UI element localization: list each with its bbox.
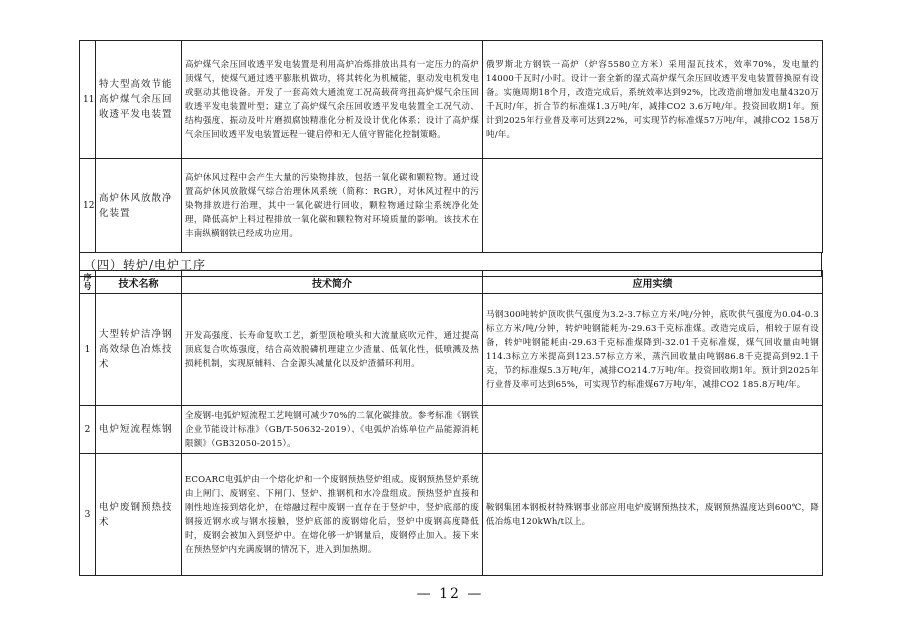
row-number: 1 [80, 294, 96, 406]
technology-table-bottom [79, 270, 823, 576]
application-cases: 马钢300吨转炉顶吹供气强度为3.2-3.7标立方米/吨/分钟，底吹供气强度为0.04-0.3标立方米/吨/分钟，转炉吨钢能耗为-29.63千克标准煤。改造完成后，相较于原有设备，转炉吨钢能耗由-29.63千克标准煤降到-32.01千克标准煤，煤气回收量由吨钢114.3标立方米提高到123.57标立方米，蒸汽回收量由吨钢86.8千克提高到92.1千克，节约标准煤5.3万吨/年，减排CO214.7万吨/年。投资回收期1年。预计到2025年行业普及率可达到65%，可实现节约标准煤67万吨/年，减排CO2 185.8万吨/年。 [483, 294, 823, 406]
application-cases [483, 159, 823, 253]
technology-name: 特大型高效节能高炉煤气余压回收透平发电装置 [96, 41, 182, 159]
technology-name: 电炉废钢预热技术 [96, 454, 182, 576]
application-cases [483, 406, 823, 454]
table-row [80, 159, 823, 253]
header-intro: 技术简介 [182, 271, 483, 294]
technology-name: 高炉休风放散净化装置 [96, 159, 182, 253]
technology-intro: ECOARC电弧炉由一个熔化炉和一个废钢预热竖炉组成。废钢预热竖炉系统由上闸门、废钢室、下闸门、竖炉、推钢机和水冷盘组成。预热竖炉直接和刚性地连接到熔化炉，在熔融过程中废钢一直存在于竖炉中，竖炉底部的废钢接近钢水或与钢水接触，竖炉底部的废钢熔化后，竖炉中废钢高度降低时，废钢会被加入到竖炉中。在熔化够一炉钢量后，废钢停止加入。接下来在预热竖炉内充满废钢的情况下，进入到加热期。 [182, 454, 483, 576]
technology-table-top [79, 40, 823, 253]
application-cases: 俄罗斯北方钢铁一高炉（炉容5580立方米）采用湿瓦技术，效率70%，发电量约14000千瓦时/小时。设计一套全新的湿式高炉煤气余压回收透平发电装置替换原有设备。实施周期18个月，改造完成后，系统效率达到92%，比改造前增加发电量4320万千瓦时/年，折合节约标准煤1.3万吨/年，减排CO2 3.6万吨/年。投资回收期1年。预计到2025年行业普及率可达到22%，可实现节约标准煤57万吨/年，减排CO2 158万吨/年。 [483, 41, 823, 159]
header-name: 技术名称 [96, 271, 182, 294]
technology-intro: 全废钢-电弧炉短流程工艺吨钢可减少70%的二氧化碳排放。参考标准《钢铁企业节能设计标准》（GB/T-50632-2019）、《电弧炉冶炼单位产品能源消耗限额》（GB32050-2015）。 [182, 406, 483, 454]
table-row [80, 406, 823, 454]
header-no: 序号 [80, 271, 96, 294]
row-number: 3 [80, 454, 96, 576]
section-title: （四）转炉/电炉工序 [80, 253, 822, 277]
technology-intro: 高炉休风过程中会产生大量的污染物排放，包括一氧化碳和颗粒物。通过设置高炉休风放散煤气综合治理休风系统（简称：RGR），对休风过程中的污染物排放进行治理，其中一氧化碳进行回收，颗粒物通过除尘系统净化处理，降低高炉上料过程排放一氧化碳和颗粒物对环境质量的影响。该技术在丰南纵横钢铁已经成功应用。 [182, 159, 483, 253]
technology-name: 电炉短流程炼钢 [96, 406, 182, 454]
page-number: — 12 — [416, 586, 484, 602]
technology-intro: 高炉煤气余压回收透平发电装置是利用高炉冶炼排放出具有一定压力的高炉顶煤气，使煤气通过透平膨胀机做功，将其转化为机械能，驱动发电机发电或驱动其他设备。开发了一套高效大通流宽工况高载荷弯扭高炉煤气余压回收透平发电装置叶型；建立了高炉煤气余压回收透平发电装置全工况气动、结构强度、振动及叶片磨损腐蚀精准化分析及设计优化体系；设计了高炉煤气余压回收透平发电装置远程一键启停和无人值守智能化控制策略。 [182, 41, 483, 159]
row-number: 12 [80, 159, 96, 253]
table-row [80, 454, 823, 576]
table-row [80, 41, 823, 159]
application-cases: 鞍钢集团本钢板材特殊钢事业部应用电炉废钢预热技术，废钢预热温度达到600℃，降低冶炼电120kWh/t以上。 [483, 454, 823, 576]
technology-name: 大型转炉洁净钢高效绿色冶炼技术 [96, 294, 182, 406]
header-cases: 应用实绩 [483, 271, 823, 294]
row-number: 11 [80, 41, 96, 159]
table-row [80, 294, 823, 406]
technology-intro: 开发高强度、长寿命复吹工艺，新型顶枪喷头和大流量底吹元件，通过提高顶底复合吹炼强度，结合高效脱磷机理建立少渣量、低氧化性，低喷溅及热损耗机制，实现原辅料、合金源头减量化以及炉渣循环利用。 [182, 294, 483, 406]
header-row [80, 271, 823, 294]
row-number: 2 [80, 406, 96, 454]
